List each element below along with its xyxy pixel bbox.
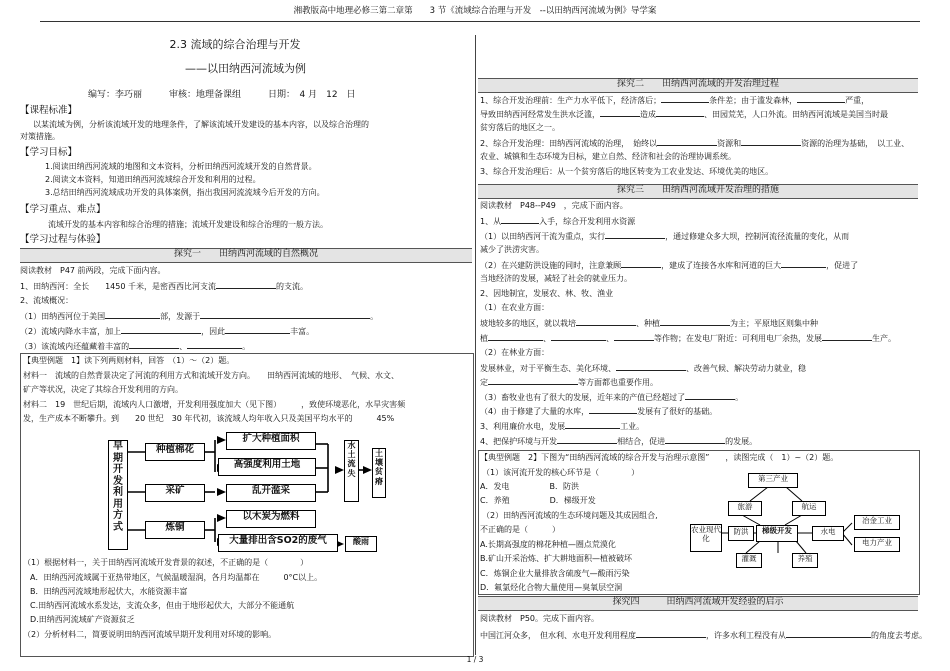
- flow-left-label: 早期开发利用方式: [108, 440, 128, 550]
- right-line: （4）由于修建了大量的水库， 发展有了很好的基础。: [480, 407, 718, 416]
- q1-option: B．田纳西河流域地形起伏大，水能资源丰富: [30, 587, 188, 596]
- right-line: 发展林业，对于平衡生态、美化环境、 、改善气候、解决劳动力就业，稳: [480, 364, 806, 373]
- q-line: （1）该河流开发的核心环节是（ ）: [482, 468, 640, 477]
- flow-node: 以木炭为燃料: [226, 510, 316, 528]
- explore1-bar: 探究一 田纳西河流域的自然概况: [20, 248, 472, 263]
- flow-node: 乱开滥采: [226, 484, 316, 502]
- page-header: 湘教版高中地理必修三第二章第 3 节《流域综合治理与开发 --以田纳西河流域为例》导学案: [293, 6, 657, 16]
- right-line: 减少了洪涝灾害。: [480, 245, 544, 254]
- right-line: 1、从 入手，综合开发利用水资源: [480, 217, 636, 226]
- right-line: （2）在林业方面：: [480, 348, 550, 357]
- keys-text: 流域开发的基本内容和综合治理的措施；流域开发建设和综合治理的一般方法。: [48, 220, 328, 229]
- right-line: 阅读教材 P48--P49 ，完成下面内容。: [480, 201, 628, 210]
- right-line: 2、因地制宜，发展农、林、牧、渔业: [480, 289, 614, 298]
- material2: 材料二 19 世纪后期，流域内人口激增，开发利用强度加大（见下图） ，致使环境恶化，水旱灾害频: [23, 400, 406, 409]
- right-line: （1）以田纳西河干流为重点，实行 ，通过修建众多大坝，控制河流径流量的变化，从而: [480, 232, 850, 241]
- section-goals: 【学习目标】: [20, 147, 78, 158]
- material1: 矿产等状况，决定了其综合开发利用的方向。: [23, 385, 183, 394]
- right-line: 中国江河众多， 但水利、水电开发利用程度 ，许多水利工程没有从 的角度去考虑。: [480, 631, 927, 640]
- q1-option: D.田纳西河流域矿产资源贫乏: [30, 615, 135, 624]
- diagram-node: 灌溉: [736, 553, 762, 568]
- standard-text-1: 以某流域为例，分析该流域开发的地理条件，了解该流域开发建设的基本内容，以及综合治理的: [33, 120, 369, 129]
- header-rule: [40, 21, 920, 22]
- section-standard: 【课程标准】: [20, 105, 78, 116]
- diagram-node: 梯级开发: [756, 525, 798, 542]
- diagram-node: 养殖: [792, 553, 818, 568]
- right-line: （1）在农业方面：: [480, 303, 550, 312]
- q-line: A．发电 B．防洪: [480, 482, 579, 491]
- diagram-node: 防洪: [728, 526, 754, 541]
- example2-title: 【典型例题 2】下图为“田纳西河流域的综合开发与治理示意图” ，读图完成（ 1）~（2）题。: [480, 453, 839, 462]
- right-line: 2、综合开发治理：田纳西河流域的治理， 始终以 资源和 资源的治理为基础， 以工业、: [480, 139, 910, 148]
- right-line: 阅读教材 P50。完成下面内容。: [480, 614, 600, 623]
- q1-option: A．田纳西河流域属于亚热带地区，气候温暖湿润，各月均温都在 0°C以上。: [30, 573, 323, 582]
- right-line: 农业、城镇和生态环境为目标，建立自然、经济和社会的治理协调系统。: [480, 152, 736, 161]
- left-line: 阅读教材 P47 前两段，完成下面内容。: [20, 266, 166, 275]
- q1-option: C.田纳西河流域水系发达，支流众多，但由于地形起伏大，大部分不能通航: [30, 601, 295, 610]
- flow-node: 酸雨: [345, 536, 377, 552]
- flow-node: 大量排出含SO2的废气: [218, 534, 338, 552]
- flow-node: 水土流失: [344, 440, 359, 502]
- goal-item: 3.总结田纳西河流域成功开发的具体案例，指出我国河流流域今后开发的方向。: [45, 188, 325, 197]
- flow-node: 扩大种植面积: [226, 432, 316, 450]
- section-keys: 【学习重点、难点】: [20, 204, 106, 215]
- page-number: 1 / 3: [466, 655, 484, 664]
- right-line: 坡地较多的地区，就以栽培 、种植 为主；平原地区则集中种: [480, 319, 818, 328]
- flow-node: 高强度利用土地: [218, 458, 316, 476]
- diagram-node: 水电: [812, 526, 844, 541]
- flow-node: 种植棉花: [145, 443, 205, 461]
- diagram-node: 航运: [792, 501, 826, 516]
- q-line: C．炼铜企业大量排放含硫废气—酸雨污染: [480, 569, 630, 578]
- diagram-node: 旅游: [728, 501, 762, 516]
- left-line: 2、流域概况：: [20, 296, 74, 305]
- left-line: （3）该流域内还蕴藏着丰富的 、 。: [20, 342, 251, 351]
- q-line: D．氟氯烃化合物大量使用—臭氧层空洞: [480, 583, 623, 592]
- goal-item: 2.阅读文本资料，知道田纳西河流域综合开发和利用的过程。: [45, 175, 261, 184]
- diagram-node: 第三产业: [748, 473, 798, 488]
- diagram-node: 农业现代化: [690, 524, 722, 552]
- material1: 材料一 流域的自然背景决定了河流的利用方式和流域开发方向。 田纳西河流域的地形、 气候、水文、: [23, 371, 399, 380]
- q2: （2）分析材料二，简要说明田纳西河流域早期开发利用对环境的影响。: [23, 630, 277, 639]
- q-line: C．养殖 D．梯级开发: [480, 496, 596, 505]
- q-line: 不正确的是（ ）: [480, 525, 560, 534]
- diagram-node: 电力产业: [854, 537, 900, 552]
- doc-subtitle: ——以田纳西河流域为例: [185, 62, 306, 75]
- right-line: 3、利用廉价水电，发展 工业。: [480, 422, 645, 431]
- right-line: 3、综合开发治理后：从一个贫穷落后的地区转变为工农业发达、环境优美的地区。: [480, 167, 774, 176]
- explore2-bar: 探究二 田纳西河流域的开发治理过程: [478, 78, 918, 93]
- right-line: 4、把保护环境与开发 相结合，促进 的发展。: [480, 437, 758, 446]
- right-line: 植 、 、 等作物；在发电厂附近：可利用电厂余热，发展 生产。: [480, 334, 896, 343]
- doc-title: 2.3 流域的综合治理与开发: [169, 38, 301, 51]
- left-line: 1、田纳西河：全长 1450 千米，是密西西比河支流 的支流。: [20, 282, 308, 291]
- right-line: 贫穷落后的地区之一。: [480, 123, 560, 132]
- q-line: B.矿山开采治炼、扩大耕地面积—植被破坏: [480, 554, 633, 563]
- right-line: 导致田纳西河经常发生洪水泛滥， 造成 、田园荒芜，人口外流。田纳西河流域是美国当时最: [480, 110, 888, 119]
- left-line: （1）田纳西河位于美国 部，发源于 。: [20, 312, 379, 321]
- goal-item: 1.阅读田纳西河流域的地图和文本资料，分析田纳西河流域开发的自然背景。: [45, 162, 317, 171]
- example1-title: 【典型例题 1】读下列两则材料，回答 （1）～（2）题。: [23, 356, 235, 365]
- left-line: （2）流域内降水丰富，加上 ，因此 丰富。: [20, 327, 315, 336]
- q-line: （2）田纳西河流域的生态环境问题及其成因组合,: [482, 511, 658, 520]
- explore3-bar: 探究三 田纳西河流域开发治理的措施: [478, 184, 918, 199]
- right-line: （3）畜牧业也有了很大的发展，近年来的产值已经超过了 。: [480, 393, 744, 402]
- flow-node: 土壤贫瘠: [372, 448, 386, 498]
- right-line: （2）在兴建防洪设施的同时，注意兼顾 ，建成了连接各水库和河道的巨大 ，促进了: [480, 261, 859, 270]
- standard-text-2: 对策措施。: [20, 132, 60, 141]
- flow-node: 炼铜: [145, 521, 205, 539]
- q1: （1）根据材料一，关于田纳西河流域开发背景的叙述，不正确的是（ ）: [23, 558, 309, 567]
- flow-node: 采矿: [145, 484, 205, 502]
- right-line: 当地经济的发展，减轻了社会的就业压力。: [480, 274, 632, 283]
- material2: 发，生产成本不断攀升。到 20 世纪 30 年代初，该流域人均年收入只及美国平均水平的 45%: [23, 414, 395, 423]
- doc-meta: 编写：李巧丽 审核：地理备课组 日期： 4 月 12 日: [88, 90, 356, 100]
- explore4-bar: 探究四 田纳西河流域开发经验的启示: [478, 596, 918, 611]
- q-line: A.长期高强度的棉花种植—圈点荒漠化: [480, 540, 616, 549]
- right-line: 1、综合开发治理前：生产力水平低下，经济落后； 条件差；由于滥发森林， 严重，: [480, 96, 870, 105]
- section-process: 【学习过程与体验】: [20, 234, 106, 245]
- column-divider: [475, 35, 476, 655]
- diagram-node: 冶金工业: [854, 515, 900, 530]
- right-line: 定 等方面都也重要作用。: [480, 378, 658, 387]
